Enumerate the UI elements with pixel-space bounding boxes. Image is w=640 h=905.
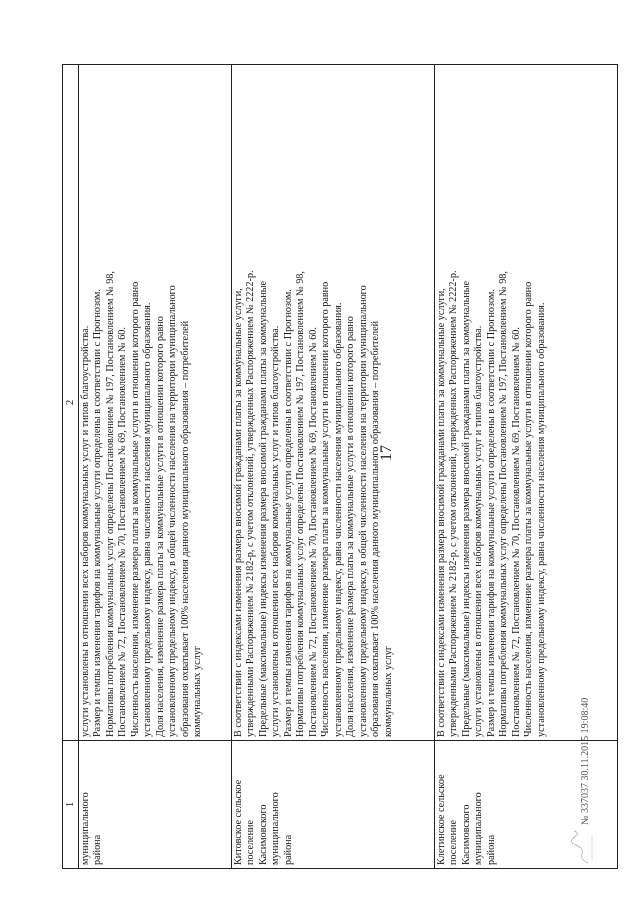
description-line: образования охватывает 100% населения данного муниципального образования – потребителей bbox=[370, 320, 381, 737]
description-line: Нормативы потребления коммунальных услуг определены Постановлением № 197, Постановлением № 98, bbox=[104, 271, 116, 737]
document-footer: № 337037 30.11.2015 19:08:40 bbox=[580, 697, 591, 825]
description-line: утвержденными Распоряжением № 2182-р, с учетом отклонений, утвержденных Распоряжением № 2222-р. bbox=[245, 270, 256, 737]
description-line: установленному предельному индексу, равна численности населения муниципального образования. bbox=[535, 302, 547, 737]
header-col-2: 2 bbox=[63, 65, 79, 741]
description-cell bbox=[434, 65, 617, 741]
description-line: Постановлением № 72, Постановлением № 70, Постановлением № 69, Постановлением № 60. bbox=[307, 327, 319, 737]
description-line: Размер и темпы изменения тарифов на коммунальные услуги определены в соответствии с Прогнозом. bbox=[485, 289, 497, 737]
region-cell bbox=[231, 741, 434, 869]
page-number: 17 bbox=[378, 445, 395, 461]
description-line: услуги установлены в отношении всех наборов коммунальных услуг и типов благоустройства. bbox=[79, 325, 91, 737]
description-line: Предельные (максимальные) индексы изменения размера вносимой гражданами платы за коммунальные bbox=[460, 280, 472, 737]
description-line: услуги установлены в отношении всех наборов коммунальных услуг и типов благоустройства. bbox=[270, 325, 281, 737]
region-name-line: района bbox=[282, 834, 294, 865]
description-line: Размер и темпы изменения тарифов на коммунальные услуги определены в соответствии с Прогнозом. bbox=[282, 289, 294, 737]
region-name-line: поселение bbox=[448, 820, 459, 865]
description-line: Численность населения, изменение размера платы за коммунальные услуги в отношении которого равно bbox=[320, 281, 331, 737]
description-line: утвержденными Распоряжением № 2182-р, с учетом отклонений, утвержденных Распоряжением № 2222-р. bbox=[448, 270, 459, 737]
description-cell bbox=[78, 65, 231, 741]
region-name-line: муниципального bbox=[473, 792, 484, 865]
region-name-line: Клетинское сельское bbox=[435, 774, 447, 865]
region-name-line: Касимовского bbox=[460, 804, 472, 865]
description-line: установленному предельному индексу, в общей численности населения на территории муниципального bbox=[167, 285, 178, 737]
header-col-1: 1 bbox=[63, 741, 79, 869]
region-name-line: района bbox=[485, 834, 497, 865]
table-row bbox=[231, 65, 434, 869]
region-name-line: муниципального bbox=[270, 792, 281, 865]
table-row bbox=[78, 65, 231, 869]
tariff-table bbox=[62, 64, 618, 869]
description-line: коммунальных услуг bbox=[382, 645, 394, 737]
description-line: Численность населения, изменение размера платы за коммунальные услуги в отношении которого равно bbox=[129, 281, 141, 737]
description-line: Постановлением № 72, Постановлением № 70, Постановлением № 69, Постановлением № 60. bbox=[117, 327, 128, 737]
description-line: установленному предельному индексу, равна численности населения муниципального образования. bbox=[142, 302, 153, 737]
description-line: Доля населения, изменение размера платы за коммунальные услуги в отношении которого равно bbox=[154, 316, 166, 737]
description-line: Нормативы потребления коммунальных услуг определены Постановлением № 197, Постановлением № 98, bbox=[498, 271, 509, 737]
description-line: Численность населения, изменение размера платы за коммунальные услуги в отношении которого равно bbox=[523, 281, 534, 737]
description-line: Доля населения, изменение размера платы за коммунальные услуги в отношении которого равно bbox=[345, 316, 356, 737]
description-line: установленному предельному индексу, равна численности населения муниципального образования. bbox=[332, 302, 344, 737]
region-cell bbox=[78, 741, 231, 869]
description-line: Предельные (максимальные) индексы изменения размера вносимой гражданами платы за коммунальные bbox=[257, 280, 269, 737]
description-line: услуги установлены в отношении всех наборов коммунальных услуг и типов благоустройства. bbox=[473, 325, 484, 737]
region-name-line: поселение bbox=[245, 820, 256, 865]
description-line: В соответствии с индексами изменения размера вносимой гражданами платы за коммунальные услуги, bbox=[435, 288, 447, 737]
table-header-row bbox=[63, 65, 79, 869]
description-line: установленному предельному индексу, в общей численности населения на территории муниципального bbox=[357, 285, 369, 737]
description-line: коммунальных услуг bbox=[192, 645, 203, 737]
region-name-line: муниципального bbox=[79, 792, 91, 865]
region-name-line: Касимовского bbox=[257, 804, 269, 865]
region-name-line: района bbox=[92, 834, 103, 865]
description-cell bbox=[231, 65, 434, 741]
description-line: Постановлением № 72, Постановлением № 70, Постановлением № 69, Постановлением № 60. bbox=[510, 327, 522, 737]
description-line: образования охватывает 100% населения данного муниципального образования – потребителей bbox=[179, 320, 191, 737]
description-line: В соответствии с индексами изменения размера вносимой гражданами платы за коммунальные услуги, bbox=[232, 288, 244, 737]
description-line: Нормативы потребления коммунальных услуг определены Постановлением № 197, Постановлением № 98, bbox=[295, 271, 306, 737]
signature-stamp-icon bbox=[568, 829, 594, 865]
description-line: Размер и темпы изменения тарифов на коммунальные услуги определены в соответствии с Прогнозом. bbox=[92, 289, 103, 737]
region-name-line: Китовское сельское bbox=[232, 779, 244, 865]
